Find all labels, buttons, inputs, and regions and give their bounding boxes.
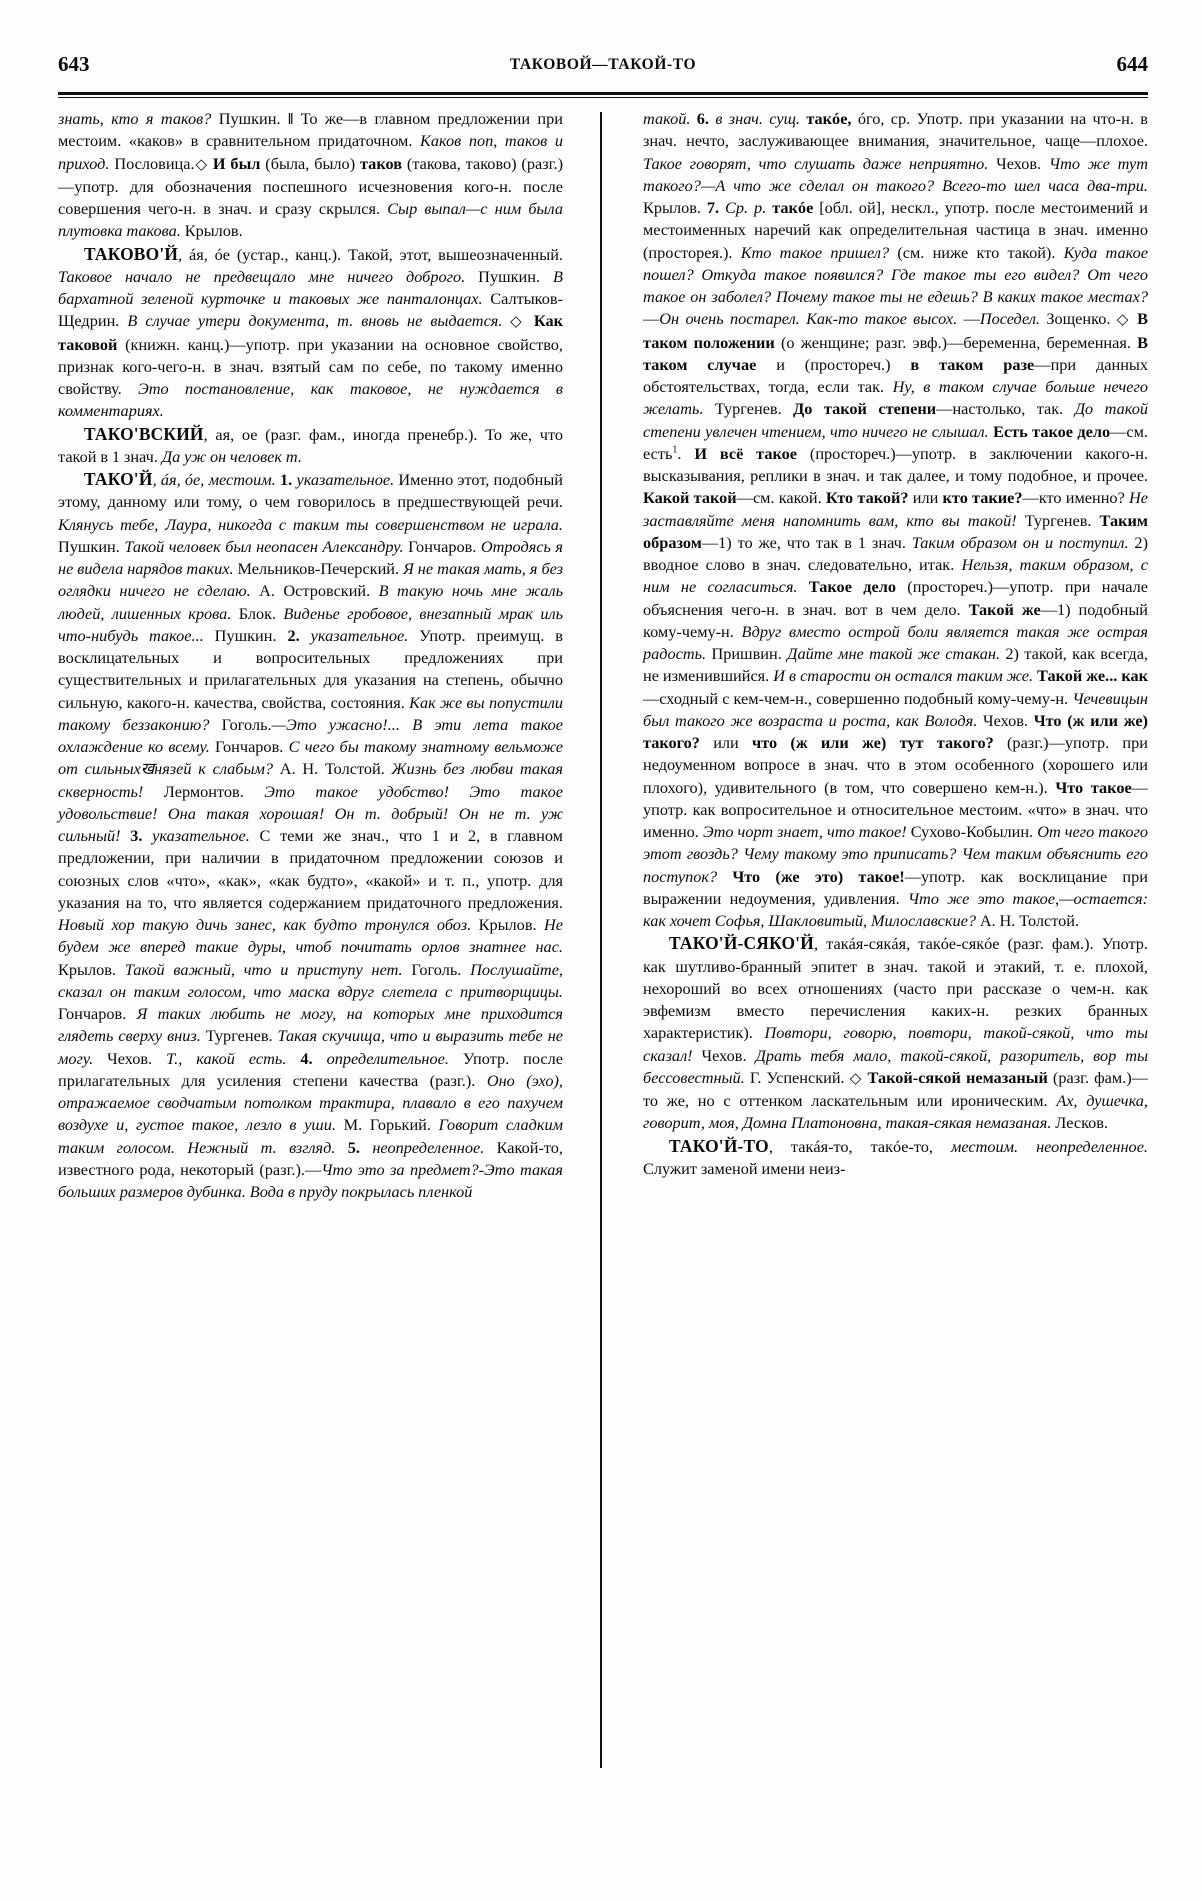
definition-text: Лесков.	[1051, 1113, 1109, 1133]
definition-text: Пушкин.	[465, 266, 554, 286]
definition-text: Гончаров.	[209, 737, 289, 756]
entry-headword: ТАКО'Й-ТО	[669, 1135, 769, 1156]
definition-text: 2) такой, как всегда, не изменившийся.	[643, 644, 1148, 686]
definition-text: , ая, ое (разг. фам., иногда пренебр.). То же, что такой в 1 знач.	[58, 424, 563, 466]
definition-text: Блок.	[231, 603, 284, 623]
entry-headword: ТАКО'Й	[84, 469, 153, 489]
dictionary-entry	[58, 423, 563, 469]
phrase-label: 7.	[706, 198, 720, 217]
phrase-label: 3.	[120, 826, 143, 845]
definition-text: 2) вводное слово в знач. следовательно, итак.	[643, 532, 1148, 574]
example-text: Что это за предмет?-Это такая больших размеров дубинка. Вода в пруду покрылась пленкой	[58, 1159, 564, 1201]
definition-text: [обл. ой], нескл., употр. после местоимений и местоименных наречий как определительная частица в знач. именно (просторея.).	[643, 198, 1148, 262]
example-text: В бархатной зеленой курточке и таковых же панталонцах.	[58, 266, 563, 308]
definition-text: Употр. преимущ. в восклицательных и вопросительных предложениях при существительных и прилагательных для указания на степень, обычно сильную, какого-н. качества, свойства, состояния.	[58, 625, 563, 712]
definition-text: —	[643, 309, 660, 329]
definition-text: (разг. фам.)—то же, но с оттенком ласкательным или ироническим.	[643, 1067, 1148, 1110]
definition-text: (простореч.)—употр. в заключении какого-н. высказывания, реплики в знач. и так далее, и тому подобное, и прочее.	[643, 443, 1148, 485]
example-text: Это чорт знает, что такое!	[702, 822, 907, 841]
phrase-label: И всё такое	[694, 443, 798, 463]
example-text: Отродясь я не видела нарядов таких.	[58, 536, 564, 578]
definition-text: Пушкин.	[58, 536, 125, 556]
example-text: знать, кто я таков?	[58, 109, 212, 128]
dictionary-entry	[58, 243, 563, 423]
dictionary-entry	[58, 468, 563, 1203]
definition-text: Мельников-Печерский.	[233, 559, 404, 578]
example-text: Не будем же вперед такие дуры, чтоб почитать орлов знатнее нас.	[58, 915, 564, 957]
example-text: Да уж он человек т.	[161, 446, 302, 466]
example-text: áя, óе, местоим.	[160, 470, 276, 489]
phrase-label: До такой степени	[793, 399, 937, 419]
example-text: Такая скучища, что и выразить тебе не могу.	[58, 1026, 564, 1068]
phrase-label: кто такие?	[942, 488, 1023, 508]
definition-text: ,	[152, 470, 161, 489]
dictionary-entry	[643, 932, 1148, 1134]
phrase-label: Как таковой	[58, 311, 564, 354]
phrase-label: ‖	[287, 109, 294, 128]
example-text: такой.	[643, 109, 691, 128]
example-text: Дайте мне такой же стакан.	[787, 644, 1001, 663]
definition-text: Г. Успенский.	[744, 1067, 850, 1087]
entry-headword: ТАКО'Й-СЯКО'Й	[669, 933, 814, 954]
definition-text: Лермонтов.	[143, 781, 265, 801]
definition-text: Служит заменой имени неиз-	[643, 1158, 846, 1178]
definition-text: Тургенев.	[200, 1026, 278, 1046]
definition-text: То же—в главном предложении при местоим. «каков» в сравнительном придаточном.	[58, 109, 564, 151]
definition-text: А. Н. Толстой.	[975, 911, 1080, 930]
definition-text: (разг.)—употр. при недоуменном вопросе в знач. что в этом особенного (хорошего или плохого), удивительного (в том, что совершено кем-н.).	[643, 733, 1148, 797]
definition-text: —настолько, так.	[936, 399, 1075, 419]
phrase-label: Что (же это) такое!	[717, 866, 905, 886]
phrase-label: Таким образом	[643, 510, 1148, 552]
example-text: Такое говорят, что слушать даже неприятно.	[643, 153, 989, 173]
example-text: указательное.	[299, 625, 409, 645]
definition-text: —кто именно?	[1022, 488, 1130, 508]
definition-text: óго, ср. Употр. при указании на что-н. в знач. нечто, заслуживающее внимания, значительное, чаще—плохое.	[643, 109, 1148, 151]
example-text: Я не такая мать, я без оглядки ничего не сделаю.	[58, 559, 564, 601]
dictionary-entry	[58, 108, 563, 243]
phrase-label: В таком положении	[643, 309, 1149, 352]
definition-text: Крылов.	[58, 959, 125, 979]
definition-text: Зощенко.	[1039, 309, 1117, 329]
phrase-label: Такой же... как	[1033, 666, 1148, 686]
example-text: Таким образом он и поступил.	[911, 532, 1129, 552]
text-columns	[58, 108, 1148, 1768]
definition-text: áя, óе (устар., канц.). Такой, этот, вышеозначенный.	[189, 244, 563, 264]
definition-text: Пришвин.	[706, 644, 788, 663]
definition-text: Крылов.	[643, 198, 707, 217]
example-text: Повтори, говорю, повтори, такой-сякой, что ты сказал!	[643, 1023, 1148, 1065]
definition-text: Крылов.	[180, 221, 243, 241]
example-text: Виденье гробовое, внезапный мрак иль что-нибудь такое...	[58, 603, 564, 645]
example-text: указательное.	[142, 826, 250, 845]
definition-text: (см. ниже кто такой).	[889, 242, 1064, 262]
definition-text: —употр. как восклицание при выражении недоумения, удивления.	[643, 866, 1148, 908]
example-text: Я таких любить не могу, на которых мне приходится глядеть сверху вниз.	[58, 1004, 563, 1046]
definition-text: (была, было)	[260, 153, 360, 173]
phrase-label: И был	[208, 153, 261, 173]
definition-text: Чехов.	[93, 1048, 167, 1068]
example-text: указательное.	[292, 470, 395, 489]
entry-headword: ТАКОВО'Й	[84, 243, 179, 264]
definition-text: Гоголь.	[209, 714, 272, 734]
definition-text: Чехов.	[977, 710, 1034, 730]
example-text: С чего бы такому знатному вельможе от сильныхखнязей к слабым?	[58, 737, 563, 779]
definition-text: Тургенев.	[1016, 510, 1100, 530]
definition-text: Тургенев.	[703, 399, 794, 419]
definition-text: и (простореч.)	[756, 354, 911, 374]
definition-text: Пушкин.	[203, 625, 288, 645]
folio-left: 643	[58, 52, 90, 76]
definition-text: Сухово-Кобылин.	[906, 822, 1038, 841]
example-text: Т., какой есть.	[166, 1048, 287, 1068]
example-text: Поседел.	[979, 309, 1040, 329]
example-text: определительное.	[312, 1048, 449, 1068]
example-text: в знач. сущ.	[709, 109, 800, 128]
dictionary-entry	[643, 108, 1148, 932]
header-rule	[58, 92, 1148, 98]
rule-thin	[58, 97, 1148, 98]
phrase-label: Кто такой?	[825, 488, 909, 508]
example-text: Это такое удобство! Это такое удовольствие! Она такая хорошая! Он т. добрый! Он не т. уж сильный!	[58, 781, 563, 845]
phrase-label: Есть такое дело	[988, 421, 1111, 441]
example-text: В случае утери документа, т. вновь не выдается.	[127, 311, 503, 331]
example-text: Что же тут такого?—А что же сделал он такого? Всего-то шел часа два-три.	[643, 153, 1148, 195]
definition-text: Именно этот, подобный этому, данному или тому, о чем говорилось в предшествующей речи.	[58, 470, 563, 512]
lozenge-icon: ◇	[502, 314, 526, 331]
example-text: Сыр выпал—с ним была плутовка такова.	[58, 199, 563, 241]
definition-text: —употр. как вопросительное и относительное местоим. «что» в знач. что именно.	[643, 777, 1148, 841]
phrase-label: Такое дело	[797, 577, 896, 597]
lozenge-icon: ◇	[194, 156, 209, 173]
phrase-label: Какой такой	[643, 488, 737, 508]
definition-text: (о женщине; разг. эвф.)—беременна, беременная.	[774, 332, 1138, 352]
example-text: Это постановление, как таковое, не нуждается в комментариях.	[58, 379, 563, 421]
dictionary-entry	[643, 1135, 1148, 1181]
definition-text: (такова, таково) (разг.)—употр. для обозначения поспешного исчезновения кого-н. после совершения чего-н. в знач. и сразу скрылся.	[58, 153, 563, 218]
definition-text: —сходный с кем-чем-н., совершенно подобный кому-чему-н.	[643, 688, 1073, 708]
example-text: неопределенное.	[359, 1137, 485, 1157]
phrase-label: Что (ж или же) такого?	[643, 710, 1148, 752]
example-text: Кто такое пришел?	[740, 242, 890, 262]
definition-text: А. Н. Толстой.	[273, 759, 392, 779]
example-text: Чечевицын был такого же возраста и роста, как Володя.	[643, 688, 1148, 730]
phrase-label: такóе,	[800, 109, 852, 128]
phrase-label: что (ж или же) тут такого?	[752, 733, 994, 752]
example-text: Клянусь тебе, Лаура, никогда с таким ты совершенством не играла.	[58, 514, 563, 534]
example-text: Послушайте, сказал он таким голосом, что маска вдруг слетела с притворщицы.	[58, 959, 563, 1001]
definition-text: Гончаров.	[403, 536, 481, 556]
lozenge-icon: ◇	[849, 1070, 863, 1087]
phrase-label: Что такое	[1055, 777, 1132, 797]
example-text: Таковое начало не предвещало мне ничего доброго.	[58, 266, 466, 286]
left-column	[58, 108, 563, 1768]
phrase-label: 1.	[275, 470, 293, 489]
example-text: Ср. р.	[719, 198, 767, 217]
example-text: Ах, душечка, говорит, моя, Домна Платоновна, такая-сякая немазаная.	[643, 1091, 1148, 1133]
entry-headword: ТАКО'ВСКИЙ	[84, 423, 204, 444]
phrase-label: Такой-сякой немазаный	[862, 1067, 1048, 1087]
definition-text: Пушкин.	[211, 109, 288, 128]
definition-text: М. Горький.	[335, 1115, 439, 1135]
example-text: Ну, в таком случае больше нечего желать.	[643, 377, 1148, 419]
phrase-label: В таком случае	[643, 332, 1148, 374]
definition-text: А. Островский.	[250, 581, 379, 601]
example-text: Говорит сладким таким голосом. Нежный т. взгляд.	[58, 1115, 563, 1157]
example-text: Не заставляйте меня напомнить вам, кто вы такой!	[643, 488, 1148, 530]
definition-text: Чехов.	[988, 153, 1049, 173]
phrase-label: в таком разе	[910, 354, 1035, 374]
definition-text: (простореч.)—употр. при начале объяснения чего-н. в знач. вот в чем дело.	[643, 577, 1149, 619]
definition-text: или	[699, 733, 753, 752]
definition-text: Употр. после прилагательных для усиления степени качества (разг.).	[58, 1048, 563, 1090]
example-text: Каков поп, таков и приход.	[58, 131, 564, 173]
example-text: Жизнь без любви такая скверность!	[58, 759, 563, 801]
definition-text: Салтыков-Щедрин.	[58, 289, 563, 331]
example-text: местоим. неопределенное.	[950, 1136, 1148, 1156]
definition-text: Крылов.	[471, 915, 545, 934]
example-text: Куда такое пошел? Откуда такое появился? Где такое ты его видел? От чего такое он заболел? Почему такое ты не едешь? В каких такое местах?	[643, 242, 1149, 306]
example-text: И в старости он остался таким же.	[773, 666, 1034, 686]
phrase-label: такóе	[766, 198, 814, 217]
example-text: Новый хор такую дичь занес, как будто тронулся обоз.	[58, 915, 472, 934]
phrase-label: 5.	[335, 1137, 360, 1157]
example-text: Как же вы попустили такому беззаконию?	[58, 692, 563, 734]
example-text: Он очень постарел. Как-то такое высох.	[659, 309, 958, 329]
phrase-label: Такой же	[968, 599, 1041, 619]
definition-text: Чехов.	[692, 1045, 756, 1065]
running-head-area	[58, 52, 1148, 86]
right-column	[643, 108, 1148, 1768]
definition-text: —см. есть	[643, 421, 1148, 463]
definition-text: , такáя-сякáя, такóе-сякóе (разг. фам.). Употр. как шутливо-бранный эпитет в знач. такой и этакий, т. е. плохой, нехороший во всех отношениях (часто при рассказе о чем-н. как эвфемизм вместо перечисления каких-н. резких бранных характеристик).	[643, 934, 1148, 1043]
definition-text: Гоголь.	[402, 959, 471, 979]
example-text: Нельзя, таким образом, с ним не согласиться.	[643, 555, 1148, 597]
phrase-label: 2.	[287, 625, 300, 645]
example-text: Что же это такое,—остается: как хочет Софья, Шакловитый, Милославские?	[643, 888, 1148, 930]
example-text: Такой важный, что и приступу нет.	[124, 959, 403, 979]
definition-text: или	[908, 488, 943, 508]
definition-text: Какой-то, известного рода, некоторый (разг.).—	[58, 1137, 563, 1179]
example-text: Такой человек был неопасен Александру.	[124, 536, 404, 556]
definition-text: .	[677, 443, 695, 463]
definition-text: —1) то же, что так в 1 знач.	[701, 532, 912, 552]
example-text: До такой степени увлечен чтением, что ничего не слышал.	[643, 399, 1148, 441]
definition-text: Гончаров.	[58, 1004, 137, 1023]
definition-text: , такáя-то, такóе-то,	[768, 1136, 951, 1156]
folio-right: 644	[1116, 52, 1148, 76]
phrase-label: 4.	[286, 1048, 313, 1068]
definition-text: (книжн. канц.)—употр. при указании на основное свойство, признак кого-чего-н. в знач. взятый сам по себе, по такому именно свойству.	[58, 334, 563, 398]
example-text: Оно (эхо), отражаемое сводчатым потолком трактира, плавало в его пахучем воздухе и, густое такое, лезло в уши.	[58, 1070, 563, 1135]
example-text: Драть тебя мало, такой-сякой, разоритель, вор ты бессовестный.	[643, 1045, 1148, 1087]
example-text: В такую ночь мне жаль людей, лишенных крова.	[58, 581, 563, 623]
definition-text: 1	[672, 444, 678, 456]
definition-text: С теми же знач., что 1 и 2, в главном предложении, при наличии в придаточном предложении союзов и союзных слов «что», «как», «как будто», «какой» и т. п., употр. для указания на то, что является содержанием придаточного предложения.	[58, 826, 563, 912]
definition-text: —при данных обстоятельствах, тогда, если так.	[643, 354, 1149, 396]
definition-text: —см. какой.	[736, 488, 826, 508]
definition-text: ,	[178, 244, 189, 264]
definition-text: —	[957, 309, 980, 329]
definition-text: —1) подобный кому-чему-н.	[643, 599, 1148, 641]
example-text: Вдруг вместо острой боли является такая же острая радость.	[643, 621, 1148, 663]
example-text: —Это ужасно!... В эти лета такое охлаждение ко всему.	[58, 714, 563, 756]
running-head: ТАКОВОЙ—ТАКОЙ-ТО	[509, 56, 697, 73]
phrase-label: таков	[359, 153, 403, 173]
definition-text: Пословица.	[109, 153, 195, 173]
example-text: От чего такого этот гвоздь? Чему такому это приписать? Чем таким объяснить его поступок?	[643, 822, 1149, 886]
lozenge-icon: ◇	[1116, 312, 1131, 329]
phrase-label: 6.	[690, 109, 710, 128]
